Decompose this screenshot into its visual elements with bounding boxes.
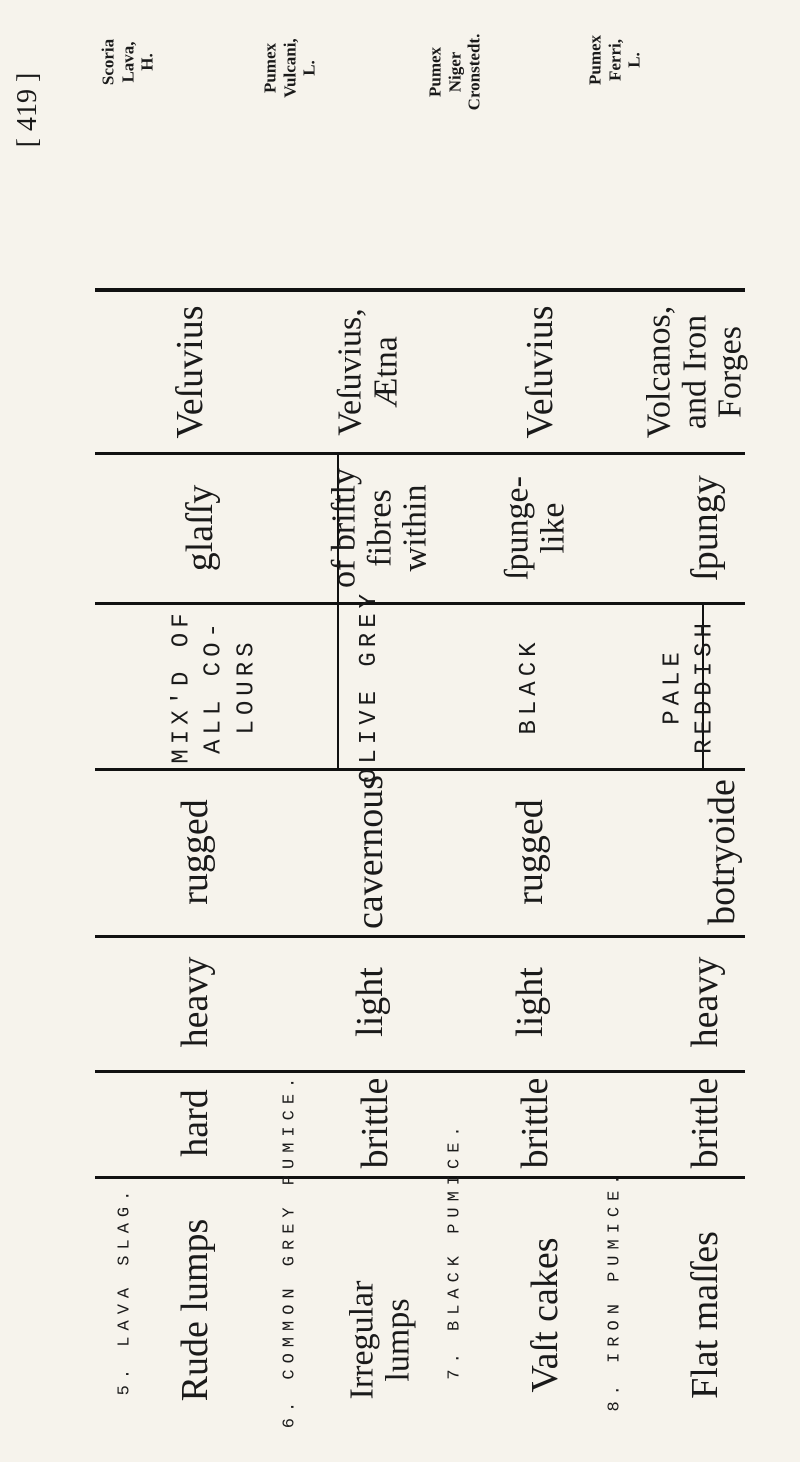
- row8-form: Flat maſſes: [684, 1231, 726, 1399]
- row8-hardness: brittle: [684, 1077, 726, 1169]
- row5-weight: heavy: [174, 956, 216, 1048]
- row6-colour: OLIVE GREY: [355, 588, 383, 784]
- rule-5: [95, 1070, 745, 1073]
- row5-species: 5. LAVA SLAG.: [115, 1184, 135, 1396]
- rule-6: [95, 1176, 745, 1179]
- row6-species: 6. COMMON GREY PUMICE.: [280, 1071, 300, 1429]
- row5-form: Rude lumps: [174, 1218, 216, 1402]
- row6-form: Irregular lumps: [343, 1280, 416, 1400]
- row5-colour: MIX'D OF ALL CO- LOURS: [168, 608, 261, 764]
- rule-2: [95, 602, 745, 605]
- top-label-2: Pumex Vulcani, L.: [260, 38, 319, 98]
- top-label-4: Pumex Ferri, L.: [585, 34, 644, 86]
- row8-weight: heavy: [684, 956, 726, 1048]
- row8-colour: PALE REDDISH: [659, 618, 719, 754]
- row6-surface: cavernous: [349, 774, 391, 930]
- row5-texture: glaſſy: [179, 484, 221, 572]
- rule-4: [95, 935, 745, 938]
- row8-species: 8. IRON PUMICE.: [605, 1168, 625, 1412]
- row7-surface: rugged: [509, 799, 551, 905]
- row8-surface: botryoide: [701, 779, 743, 925]
- row5-hardness: hard: [174, 1089, 216, 1157]
- row6-locality: Veſuvius, Ætna: [331, 308, 404, 436]
- rule-top: [95, 288, 745, 292]
- row7-species: 7. BLACK PUMICE.: [445, 1120, 465, 1380]
- page-number: [ 419 ]: [12, 72, 43, 148]
- row6-weight: light: [349, 967, 391, 1037]
- row5-surface: rugged: [174, 799, 216, 905]
- row6-hardness: brittle: [354, 1077, 396, 1169]
- row8-texture: ſpungy: [684, 475, 726, 581]
- row7-weight: light: [509, 967, 551, 1037]
- row7-locality: Veſuvius: [519, 305, 561, 439]
- row5-locality: Veſuvius: [169, 305, 211, 439]
- row7-form: Vaſt cakes: [524, 1237, 566, 1393]
- top-label-3: Pumex Niger Cronstedt.: [425, 33, 484, 111]
- row8-locality: Volcanos, and Iron Forges: [640, 305, 749, 439]
- row7-texture: ſpunge- like: [498, 476, 571, 580]
- row7-hardness: brittle: [514, 1077, 556, 1169]
- rule-3: [95, 768, 745, 771]
- row7-colour: BLACK: [515, 637, 543, 735]
- top-label-1: Scoria Lava, H.: [98, 38, 157, 86]
- row6-texture: of briſtly fibres within: [325, 468, 434, 588]
- rule-1: [95, 452, 745, 455]
